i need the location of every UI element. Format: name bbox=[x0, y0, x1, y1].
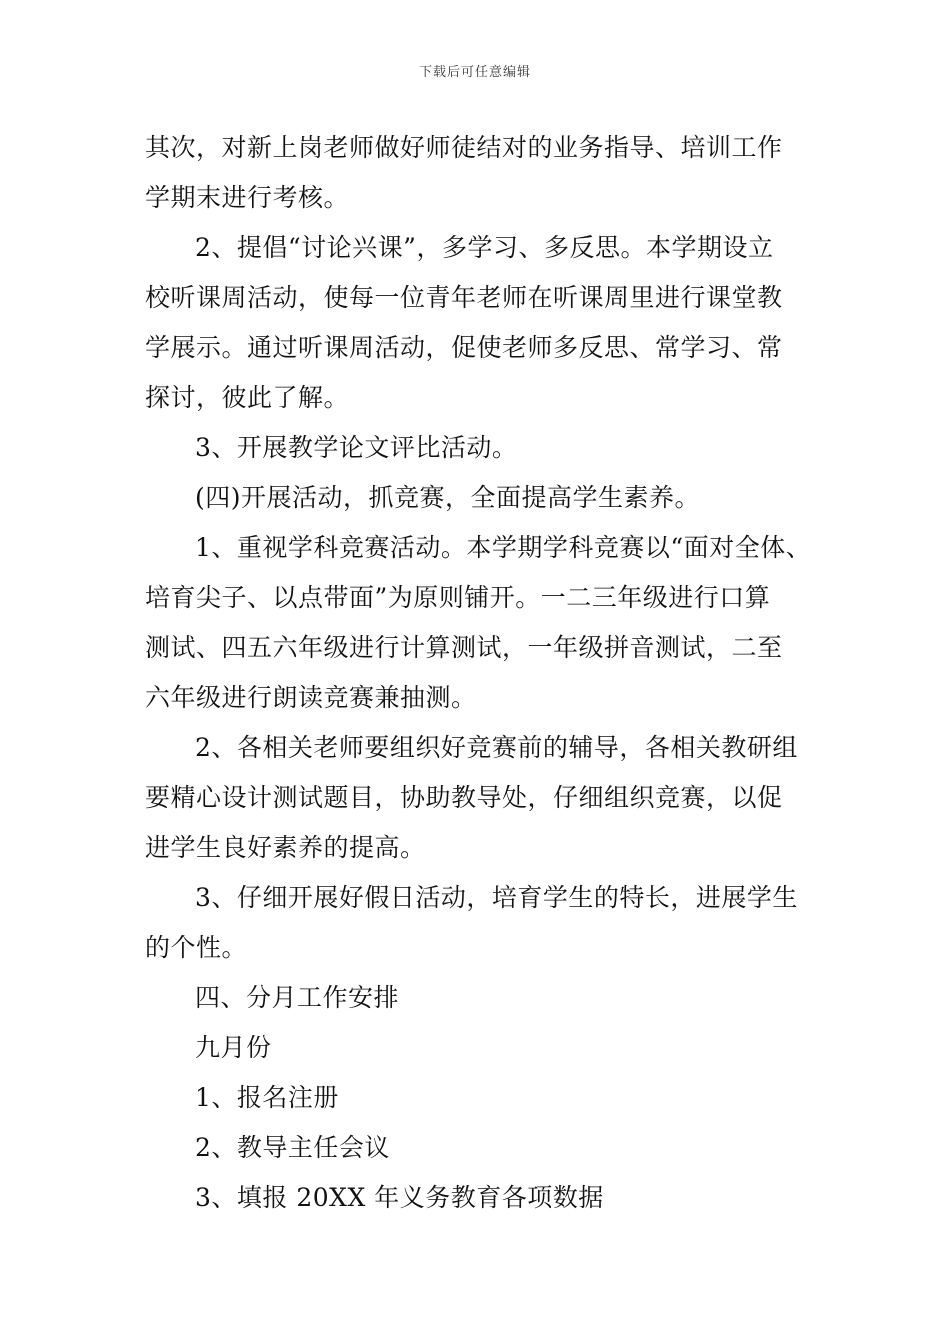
text-line: 2、各相关老师要组织好竞赛前的辅导，各相关教研组 bbox=[195, 733, 798, 762]
text-line: 3、开展教学论文评比活动。 bbox=[195, 433, 518, 462]
month-heading: 九月份 bbox=[195, 1033, 272, 1062]
text-line: 其次，对新上岗老师做好师徒结对的业务指导、培训工作 bbox=[145, 133, 783, 162]
text-line: 进学生良好素养的提高。 bbox=[145, 833, 426, 862]
text-line: 1、重视学科竞赛活动。本学期学科竞赛以“面对全体、 bbox=[195, 533, 812, 562]
text-line: 测试、四五六年级进行计算测试，一年级拼音测试，二至 bbox=[145, 633, 783, 662]
text-line: 六年级进行朗读竞赛兼抽测。 bbox=[145, 683, 477, 712]
text-line: 探讨，彼此了解。 bbox=[145, 383, 350, 412]
list-item: 2、教导主任会议 bbox=[195, 1133, 390, 1162]
list-item: 1、报名注册 bbox=[195, 1083, 339, 1112]
text-line: 3、仔细开展好假日活动，培育学生的特长，进展学生 bbox=[195, 883, 798, 912]
text-line: 2、提倡“讨论兴课”，多学习、多反思。本学期设立 bbox=[195, 233, 774, 262]
list-item: 3、填报 20XX 年义务教育各项数据 bbox=[195, 1183, 604, 1212]
text-line: 的个性。 bbox=[145, 933, 248, 962]
section-heading: 四、分月工作安排 bbox=[195, 983, 400, 1012]
text-line: 校听课周活动，使每一位青年老师在听课周里进行课堂教 bbox=[145, 283, 783, 312]
section-heading: (四)开展活动，抓竞赛，全面提高学生素养。 bbox=[195, 483, 701, 512]
text-line: 学展示。通过听课周活动，促使老师多反思、常学习、常 bbox=[145, 333, 783, 362]
text-line: 培育尖子、以点带面”为原则铺开。一二三年级进行口算 bbox=[145, 583, 771, 612]
text-line: 要精心设计测试题目，协助教导处，仔细组织竞赛，以促 bbox=[145, 783, 783, 812]
document-body bbox=[145, 123, 825, 1223]
text-line: 学期末进行考核。 bbox=[145, 183, 350, 212]
page-header: 下载后可任意编辑 bbox=[418, 65, 531, 80]
